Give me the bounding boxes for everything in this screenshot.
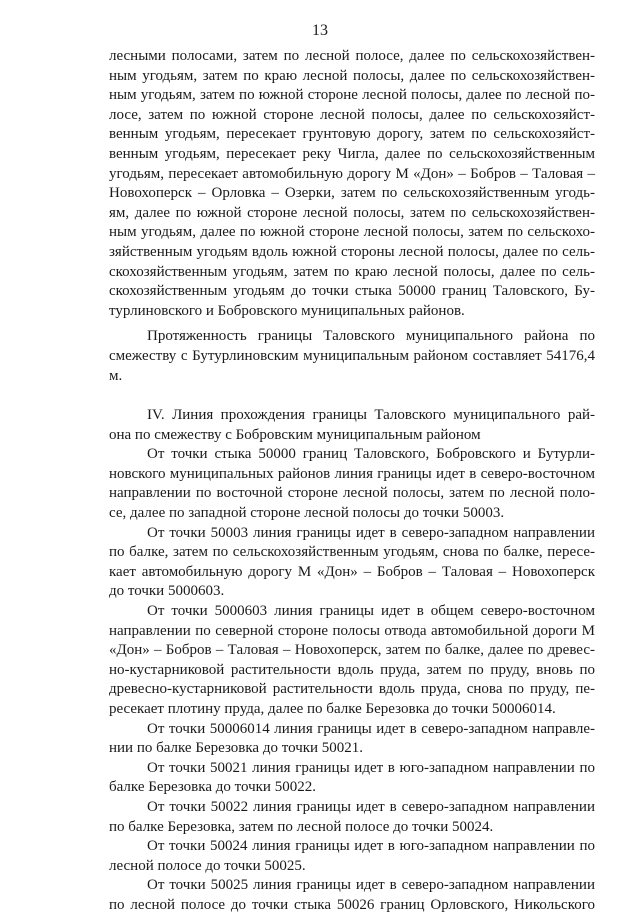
paragraph-point-50006014 [109,720,595,759]
text-line: От точки 50006014 линия границы идет в северо-западном направле- [147,720,595,737]
text-line: по балке, затем по сельскохозяйственным угодьям, снова по балке, пересе- [109,544,595,561]
paragraph-point-50003 [109,524,595,602]
text-line: венным угодьям, пересекает грунтовую дорогу, затем по сельскохозяйст- [109,126,595,143]
text-line: турлиновского и Бобровского муниципальных районов. [109,302,465,319]
text-line: От точки 50024 линия границы идет в юго-западном направлении по [147,838,595,855]
text-line: скохозяйственным угодьям до точки стыка 50000 границ Таловского, Бу- [109,283,595,300]
text-line: зяйственным угодьям вдоль южной стороны лесной полосы, далее по сель- [109,243,595,260]
text-line: ным угодьям, далее по южной стороне лесной полосы, затем по сельскохо- [109,224,595,241]
text-line: Новохоперск – Орловка – Озерки, затем по сельскохозяйственным угодь- [109,185,595,202]
text-line: Протяженность границы Таловского муниципального района по [147,328,595,345]
text-line: «Дон» – Бобров – Таловая – Новохоперск, затем по балке, далее по древес- [109,642,595,659]
paragraph-point-50022 [109,798,595,837]
paragraph-point-50024 [109,837,595,876]
text-line: лесной полосе до точки 50025. [109,857,306,874]
text-line: От точки 50025 линия границы идет в северо-западном направлении [147,877,595,894]
paragraph-point-50000 [109,445,595,523]
text-line: кает автомобильную дорогу М «Дон» – Бобров – Таловая – Новохоперск [109,563,595,580]
section-heading [109,406,595,445]
text-line: От точки 5000603 линия границы идет в общем северо-восточном [147,603,595,620]
text-line: От точки стыка 50000 границ Таловского, Бобровского и Бутурли- [147,446,595,463]
text-line: се, далее по западной стороне лесной полосы до точки 50003. [109,505,505,522]
text-line: до точки 5000603. [109,583,225,600]
text-line: но-кустарниковой растительности вдоль пруда, затем по пруду, вновь по [109,661,595,678]
text-line: направлении по восточной стороне лесной полосы, затем по лесной поло- [109,485,595,502]
paragraph-length-summary [109,327,595,386]
text-line: угодьям, пересекает автомобильную дорогу М «Дон» – Бобров – Таловая – [109,165,595,182]
text-line: От точки 50003 линия границы идет в северо-западном направлении [147,524,595,541]
paragraph-point-50021 [109,759,595,798]
document-body [109,47,595,916]
text-line: венным угодьям, пересекает реку Чигла, далее по сельскохозяйственным [109,145,595,162]
text-line: по балке Березовка, затем по лесной полосе до точки 50024. [109,818,494,835]
text-line: лесными полосами, затем по лесной полосе, далее по сельскохозяйствен- [109,48,595,64]
text-line: ям, далее по южной стороне лесной полосы, затем по сельскохозяйствен- [109,204,595,221]
text-line: новского муниципальных районов линия границы идет в северо-восточном [109,465,595,482]
text-line: ным угодьям, затем по южной стороне лесной полосы, далее по лесной по- [109,87,595,104]
text-line: нии по балке Березовка до точки 50021. [109,740,364,757]
text-line: IV. Линия прохождения границы Таловского муниципального рай- [147,407,595,424]
text-line: древесно-кустарниковой растительности вдоль пруда, снова по пруду, пе- [109,681,595,698]
text-line: От точки 50021 линия границы идет в юго-западном направлении по [147,759,595,776]
text-line: лосе, затем по южной стороне лесной полосы, далее по сельскохозяйст- [109,106,595,123]
text-line: она по смежеству с Бобровским муниципальным районом [109,426,481,443]
text-line: ресекает плотину пруда, далее по балке Березовка до точки 50006014. [109,701,556,717]
text-line: направлении по северной стороне полосы отвода автомобильной дороги М [109,622,595,639]
paragraph-continuation [109,47,595,321]
text-line: по лесной полосе до точки стыка 50026 границ Орловского, Никольского [109,896,595,913]
paragraph-point-5000603 [109,602,595,720]
page-number: 13 [312,22,328,39]
paragraph-point-50025 [109,876,595,915]
text-line: м. [109,367,123,384]
text-line: От точки 50022 линия границы идет в северо-западном направлении [147,798,595,815]
text-line: ным угодьям, затем по краю лесной полосы, далее по сельскохозяйствен- [109,67,595,84]
text-line: скохозяйственным угодьям, затем по краю лесной полосы, далее по сель- [109,263,595,280]
text-line: балке Березовка до точки 50022. [109,779,316,796]
text-line: смежеству с Бутурлиновским муниципальным районом составляет 54176,4 [109,347,595,364]
